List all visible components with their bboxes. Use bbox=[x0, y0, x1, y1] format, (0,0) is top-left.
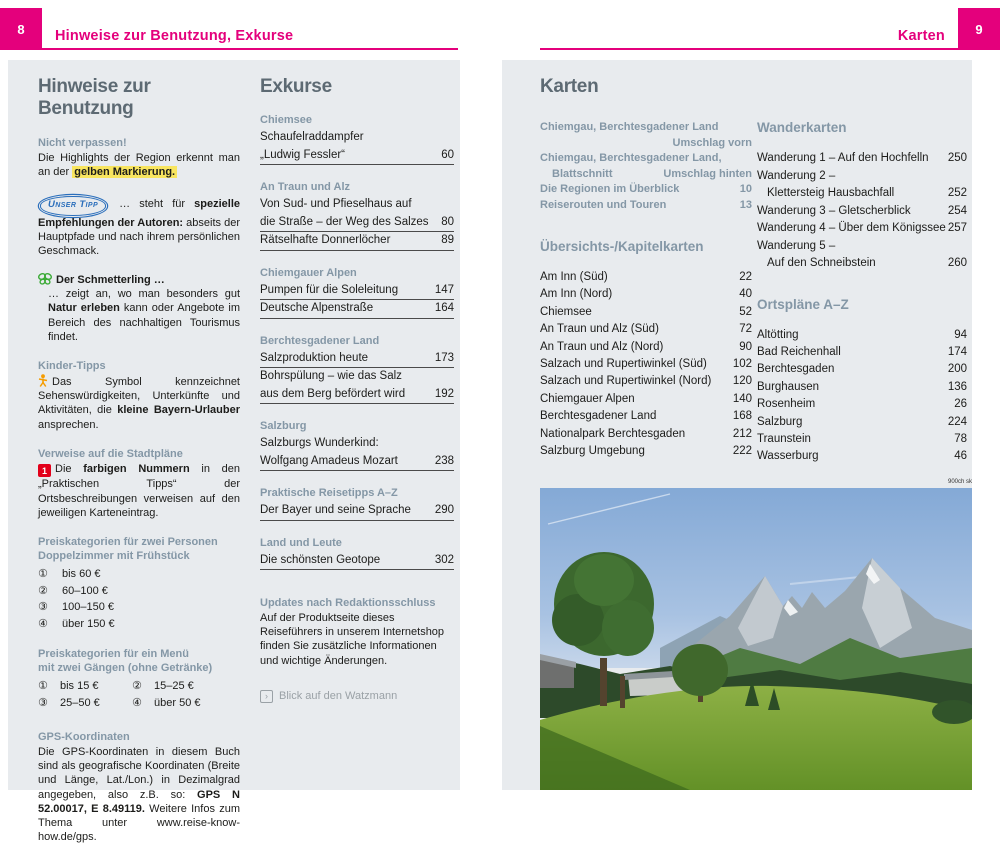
karten-column-2 bbox=[757, 120, 967, 466]
map-label: Salzach und Rupertiwinkel (Süd) bbox=[540, 358, 707, 371]
child-icon bbox=[38, 374, 48, 387]
toc-label: Salzproduktion heute bbox=[260, 351, 369, 364]
map-page-number: 52 bbox=[739, 305, 752, 318]
toc-category: Chiemgauer Alpen bbox=[260, 266, 357, 279]
map-front-label: Die Regionen im Überblick bbox=[540, 183, 680, 195]
price-category-symbol: ③ bbox=[38, 696, 48, 709]
toc-category: Chiemsee bbox=[260, 114, 312, 126]
running-head-right: Karten bbox=[897, 28, 945, 44]
toc-page-number: 164 bbox=[434, 302, 454, 314]
map-label: Wasserburg bbox=[757, 450, 819, 463]
toc-label: Deutsche Alpenstraße bbox=[260, 302, 374, 314]
toc-entry bbox=[757, 220, 967, 238]
toc-line bbox=[757, 255, 967, 273]
toc-label: Der Bayer und seine Sprache bbox=[260, 504, 411, 516]
map-list-row bbox=[757, 327, 967, 344]
toc-category: An Traun und Alz bbox=[260, 181, 351, 193]
toc-line bbox=[260, 232, 454, 251]
map-list-row bbox=[757, 344, 967, 361]
map-page-number: 90 bbox=[739, 340, 752, 353]
map-list-row bbox=[757, 448, 967, 465]
toc-group bbox=[260, 267, 454, 319]
price-list-rooms bbox=[38, 566, 240, 632]
map-label: An Traun und Alz (Nord) bbox=[540, 340, 664, 353]
toc-line bbox=[260, 453, 454, 472]
map-label: Am Inn (Nord) bbox=[540, 288, 613, 301]
section-heading: Der Schmetterling … bbox=[38, 273, 240, 286]
toc-page-number: 254 bbox=[947, 204, 967, 217]
toc-line bbox=[260, 350, 454, 369]
page-number-right: 9 bbox=[975, 21, 983, 37]
section-body: Auf der Produktseite dieses Reiseführers in unserem Internetshop finden Sie zusätzliche Informationen und wichtige Änderungen. bbox=[260, 612, 445, 667]
map-page-number: 22 bbox=[739, 271, 752, 283]
map-list-row bbox=[540, 339, 752, 356]
toc-line bbox=[757, 185, 967, 203]
map-front-label: Reiserouten und Touren bbox=[540, 198, 667, 211]
toc-entry bbox=[757, 238, 967, 273]
map-list-row bbox=[540, 408, 752, 425]
map-label: Salzburg bbox=[757, 415, 803, 428]
map-front-label: Chiemgau, Berchtesgadener Land, bbox=[540, 152, 722, 164]
toc-line bbox=[260, 502, 454, 521]
toc-entry bbox=[260, 232, 454, 251]
price-category-value: bis 15 € bbox=[60, 680, 99, 693]
map-list-row bbox=[540, 269, 752, 286]
toc-label: Schaufelraddampfer bbox=[260, 131, 364, 143]
toc-label: Klettersteig Hausbachfall bbox=[767, 187, 895, 199]
section-kinder-tipps bbox=[38, 359, 240, 432]
price-grid-row bbox=[38, 678, 240, 695]
map-page-number: 174 bbox=[947, 345, 967, 358]
section-heading: Preiskategorien für zwei Personen bbox=[38, 536, 218, 549]
map-list-row bbox=[540, 286, 752, 303]
map-page-number: 46 bbox=[954, 450, 967, 463]
section-preise-menu bbox=[38, 647, 240, 711]
section-nicht-verpassen bbox=[38, 136, 240, 179]
toc-entry bbox=[260, 435, 454, 471]
price-category-symbol: ④ bbox=[132, 696, 142, 709]
map-page-number: 222 bbox=[732, 445, 752, 458]
section-heading: Updates nach Redaktionsschluss bbox=[260, 597, 436, 609]
price-row bbox=[38, 566, 240, 583]
section-body: 1 Die farbigen Nummern in den „Praktischen Tipps“ der Ortsbeschreibungen verweisen auf den jeweiligen Karteneintrag. bbox=[38, 462, 241, 519]
price-category-value: über 50 € bbox=[154, 696, 201, 709]
page-number-tab-right bbox=[958, 8, 1000, 50]
toc-page-number: 290 bbox=[434, 504, 454, 516]
column-title-hinweise: Hinweise zur Benutzung bbox=[38, 76, 151, 119]
toc-page-number: 238 bbox=[434, 454, 454, 467]
map-list-row bbox=[540, 356, 752, 373]
karten-column-1 bbox=[540, 120, 752, 460]
map-front-row bbox=[540, 120, 752, 136]
toc-line bbox=[260, 282, 454, 301]
price-category-value: über 150 € bbox=[62, 617, 115, 630]
price-category-symbol: ③ bbox=[38, 601, 48, 614]
map-front-label: Blattschnitt bbox=[552, 167, 613, 180]
map-list-row bbox=[757, 414, 967, 431]
toc-group bbox=[260, 114, 454, 165]
map-page-number: 40 bbox=[739, 288, 752, 301]
column-hinweise bbox=[38, 76, 240, 859]
toc-page-number: 192 bbox=[434, 387, 454, 400]
map-front-page: 13 bbox=[739, 198, 752, 211]
price-category-symbol: ② bbox=[38, 584, 48, 597]
toc-entry bbox=[757, 203, 967, 221]
map-page-number: 78 bbox=[954, 432, 967, 445]
toc-line bbox=[757, 238, 967, 256]
toc-page-number: 60 bbox=[441, 148, 454, 161]
map-label: Berchtesgaden bbox=[757, 363, 835, 376]
map-label: Salzburg Umgebung bbox=[540, 445, 645, 458]
toc-line bbox=[260, 300, 454, 319]
map-page-number: 212 bbox=[732, 427, 752, 440]
map-list-row bbox=[757, 379, 967, 396]
unser-tipp-badge: Unser Tipp bbox=[40, 196, 106, 215]
toc-entry bbox=[260, 129, 454, 165]
section-preise-zimmer bbox=[38, 535, 240, 632]
page-left-panel bbox=[8, 60, 460, 844]
map-label: Rosenheim bbox=[757, 398, 816, 411]
toc-page-number: 250 bbox=[947, 152, 967, 164]
map-label: Burghausen bbox=[757, 380, 820, 393]
price-grid-row bbox=[38, 695, 240, 712]
toc-line bbox=[757, 220, 967, 238]
toc-line bbox=[260, 435, 454, 453]
toc-page-number: 173 bbox=[434, 351, 454, 364]
toc-entry bbox=[260, 502, 454, 521]
column-exkurse bbox=[260, 76, 454, 703]
map-label: Salzach und Rupertiwinkel (Nord) bbox=[540, 375, 712, 388]
section-body: Die GPS-Koordinaten in diesem Buch sind als geografische Koordinaten (Breite und Länge, Lat./Lon.) in Dezimalgrad angegeben, also z.B. so: GPS N 52.00017, E 8.49119. Weitere Infos zum Thema unter www.reise-know-how.de/gps. bbox=[38, 746, 240, 844]
price-category-value: 100–150 € bbox=[62, 601, 114, 614]
map-front-page: Umschlag hinten bbox=[663, 167, 752, 180]
cover-map-list bbox=[540, 120, 752, 213]
toc-line bbox=[260, 368, 454, 386]
map-list-row bbox=[757, 431, 967, 448]
wander-heading: Wanderkarten bbox=[757, 120, 847, 135]
toc-page-number: 252 bbox=[947, 187, 967, 199]
page-number-left: 8 bbox=[17, 21, 25, 37]
map-page-number: 136 bbox=[947, 380, 967, 393]
section-body: Die Highlights der Region erkennt man an der gelben Markierung. bbox=[38, 152, 240, 179]
toc-category: Berchtesgadener Land bbox=[260, 334, 380, 347]
map-list-row bbox=[540, 443, 752, 460]
toc-entry bbox=[757, 150, 967, 168]
toc-label: Rätselhafte Donnerlöcher bbox=[260, 234, 391, 246]
toc-label: Auf den Schneibstein bbox=[767, 257, 876, 269]
toc-entry bbox=[260, 552, 454, 571]
price-category-value: 15–25 € bbox=[154, 680, 194, 693]
photo-credit: 900ch sk bbox=[947, 479, 972, 485]
map-label: An Traun und Alz (Süd) bbox=[540, 323, 659, 336]
exkurse-toc bbox=[260, 114, 454, 570]
toc-line bbox=[260, 214, 454, 233]
header-rule-left bbox=[0, 48, 458, 50]
toc-entry bbox=[260, 300, 454, 319]
map-front-label: Chiemgau, Berchtesgadener Land bbox=[540, 121, 719, 133]
section-gps bbox=[38, 730, 240, 844]
map-page-number: 224 bbox=[947, 415, 967, 428]
map-front-row bbox=[540, 198, 752, 214]
toc-category: Land und Leute bbox=[260, 536, 342, 549]
map-number-marker: 1 bbox=[38, 464, 51, 477]
toc-label: Wanderung 4 – Über dem Königssee bbox=[757, 222, 946, 234]
map-front-row bbox=[540, 151, 752, 167]
map-front-page: Umschlag vorn bbox=[672, 136, 752, 149]
map-label: Chiemsee bbox=[540, 305, 592, 318]
section-body: Das Symbol kennzeichnet Sehenswürdigkeiten, Unterkünfte und Aktivitäten, die kleine Bayern-Urlauber ansprechen. bbox=[38, 376, 241, 431]
section-heading-line2: mit zwei Gängen (ohne Getränke) bbox=[38, 662, 213, 675]
toc-label: Salzburgs Wunderkind: bbox=[260, 437, 379, 449]
running-head-left: Hinweise zur Benutzung, Exkurse bbox=[55, 28, 294, 44]
map-front-row bbox=[540, 182, 752, 198]
section-heading: Preiskategorien für ein Menü bbox=[38, 648, 189, 661]
map-page-number: 72 bbox=[739, 323, 752, 336]
toc-line bbox=[260, 552, 454, 571]
caption-text: Blick auf den Watzmann bbox=[279, 690, 398, 703]
kapitel-list bbox=[540, 269, 752, 460]
section-heading: Verweise auf die Stadtpläne bbox=[38, 447, 183, 460]
toc-label: aus dem Berg befördert wird bbox=[260, 387, 406, 400]
map-list-row bbox=[540, 391, 752, 408]
map-label: Bad Reichenhall bbox=[757, 345, 841, 358]
toc-label: Von Sud- und Pfieselhaus auf bbox=[260, 198, 412, 210]
section-heading: Nicht verpassen! bbox=[38, 137, 127, 149]
caption-arrow-icon: › bbox=[260, 690, 273, 703]
price-row bbox=[38, 616, 240, 633]
price-category-symbol: ④ bbox=[38, 617, 48, 630]
kapitel-heading: Übersichts-/Kapitelkarten bbox=[540, 239, 704, 254]
orts-heading: Ortspläne A–Z bbox=[757, 296, 849, 312]
wander-list bbox=[757, 150, 967, 273]
price-category-symbol: ② bbox=[132, 680, 142, 693]
map-list-row bbox=[540, 426, 752, 443]
toc-group bbox=[260, 537, 454, 571]
section-heading-line2: Doppelzimmer mit Frühstück bbox=[38, 550, 190, 563]
map-list-row bbox=[757, 361, 967, 378]
price-category-value: bis 60 € bbox=[62, 568, 101, 581]
toc-label: Wolfgang Amadeus Mozart bbox=[260, 454, 398, 467]
butterfly-icon bbox=[38, 273, 52, 285]
toc-line bbox=[757, 168, 967, 186]
price-category-symbol: ① bbox=[38, 680, 48, 693]
section-body: Unser Tipp … steht für spezielle Empfehlungen der Autoren: abseits der Hauptpfade und nach ihrem persönlichen Geschmack. bbox=[38, 198, 240, 258]
toc-label: „Ludwig Fessler“ bbox=[260, 148, 345, 161]
watzmann-photo-art bbox=[540, 488, 972, 790]
column-title-exkurse: Exkurse bbox=[260, 76, 332, 97]
toc-entry bbox=[757, 168, 967, 203]
map-page-number: 102 bbox=[732, 358, 752, 371]
toc-label: Wanderung 1 – Auf den Hochfelln bbox=[757, 152, 929, 164]
toc-line bbox=[757, 150, 967, 168]
toc-label: Wanderung 2 – bbox=[757, 169, 836, 182]
section-heading: Kinder-Tipps bbox=[38, 360, 106, 373]
page-number-tab-left bbox=[0, 8, 42, 50]
toc-page-number: 302 bbox=[434, 553, 454, 566]
price-category-symbol: ① bbox=[38, 568, 48, 581]
orts-list bbox=[757, 327, 967, 466]
map-list-row bbox=[757, 396, 967, 413]
toc-label: Pumpen für die Soleleitung bbox=[260, 283, 399, 296]
section-heading: GPS-Koordinaten bbox=[38, 731, 130, 744]
map-label: Altötting bbox=[757, 328, 799, 341]
toc-group bbox=[260, 420, 454, 471]
map-label: Nationalpark Berchtesgaden bbox=[540, 427, 686, 440]
toc-entry bbox=[260, 282, 454, 301]
map-page-number: 168 bbox=[732, 410, 752, 423]
toc-line bbox=[260, 386, 454, 405]
map-page-number: 120 bbox=[732, 375, 752, 388]
map-label: Berchtesgadener Land bbox=[540, 410, 657, 423]
toc-label: Die schönsten Geotope bbox=[260, 553, 381, 566]
map-page-number: 94 bbox=[954, 328, 967, 341]
map-label: Chiemgauer Alpen bbox=[540, 392, 635, 405]
header-rule-right bbox=[540, 48, 958, 50]
yellow-highlight: gelben Markierung. bbox=[74, 166, 176, 179]
toc-entry bbox=[260, 196, 454, 232]
toc-page-number: 89 bbox=[441, 234, 454, 246]
toc-group bbox=[260, 487, 454, 521]
toc-label: Wanderung 3 – Gletscherblick bbox=[757, 204, 911, 217]
toc-line bbox=[260, 147, 454, 166]
price-category-value: 25–50 € bbox=[60, 696, 100, 709]
price-row bbox=[38, 599, 240, 616]
toc-entry bbox=[260, 350, 454, 369]
map-front-page: 10 bbox=[739, 183, 752, 195]
price-grid-menu bbox=[38, 678, 240, 711]
section-stadtplaene bbox=[38, 447, 240, 520]
map-label: Am Inn (Süd) bbox=[540, 271, 608, 283]
section-body: … zeigt an, wo man besonders gut Natur erleben kann oder Angebote im Bereich des nachhaltigen Tourismus findet. bbox=[48, 288, 240, 343]
toc-page-number: 147 bbox=[434, 283, 454, 296]
toc-page-number: 80 bbox=[441, 215, 454, 228]
photo-caption bbox=[260, 690, 454, 703]
toc-category: Praktische Reisetipps A–Z bbox=[260, 487, 398, 499]
page-right-panel bbox=[502, 60, 972, 790]
map-page-number: 26 bbox=[954, 398, 967, 411]
map-front-row bbox=[540, 167, 752, 183]
map-list-row bbox=[540, 304, 752, 321]
toc-entry bbox=[260, 368, 454, 404]
map-page-number: 140 bbox=[732, 392, 752, 405]
toc-page-number: 260 bbox=[947, 257, 967, 269]
price-category-value: 60–100 € bbox=[62, 584, 108, 597]
page-title-karten: Karten bbox=[540, 76, 599, 97]
toc-line bbox=[260, 196, 454, 214]
toc-group bbox=[260, 181, 454, 251]
toc-group bbox=[260, 335, 454, 405]
toc-label: die Straße – der Weg des Salzes bbox=[260, 215, 429, 228]
price-row bbox=[38, 583, 240, 600]
toc-label: Wanderung 5 – bbox=[757, 239, 836, 252]
section-updates bbox=[260, 596, 454, 668]
toc-line bbox=[260, 129, 454, 147]
map-label: Traunstein bbox=[757, 432, 811, 445]
toc-line bbox=[757, 203, 967, 221]
section-schmetterling bbox=[38, 273, 240, 344]
section-unser-tipp bbox=[38, 194, 240, 258]
map-page-number: 200 bbox=[947, 363, 967, 376]
map-list-row bbox=[540, 373, 752, 390]
toc-category: Salzburg bbox=[260, 420, 307, 432]
map-list-row bbox=[540, 321, 752, 338]
toc-page-number: 257 bbox=[947, 222, 967, 234]
toc-label: Bohrspülung – wie das Salz bbox=[260, 370, 402, 382]
map-front-row bbox=[540, 136, 752, 152]
watzmann-photo bbox=[540, 488, 972, 790]
